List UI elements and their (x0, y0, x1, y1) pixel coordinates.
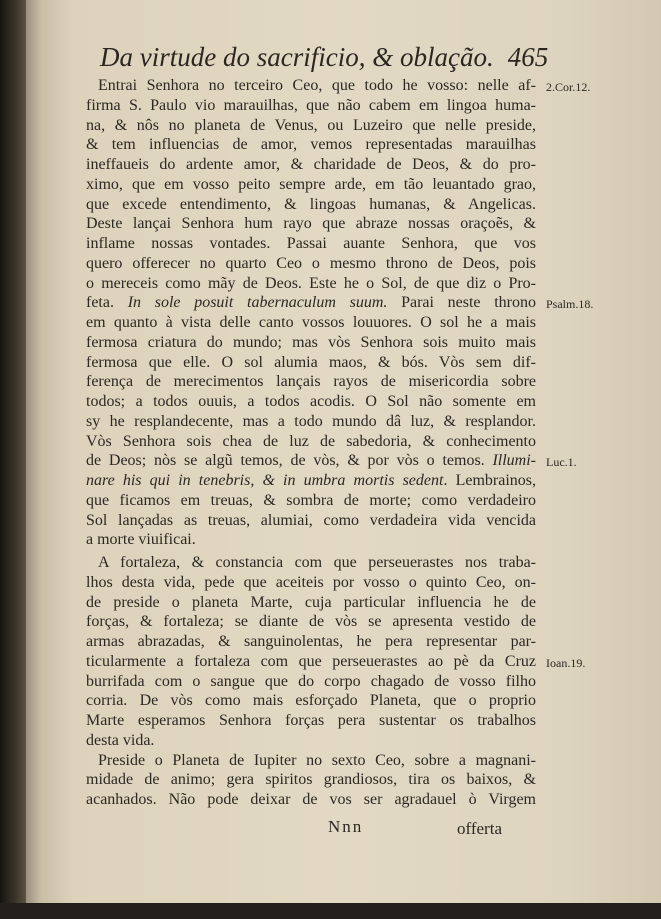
text-line (86, 731, 536, 750)
text-segment: ineffaueis do ardente amor, & charidade de Deos, & do pro- (86, 156, 536, 173)
text-segment: Sol lançadas as treuas, alumiai, como verdadeira vida vencida (86, 511, 536, 529)
text-segment: fermosa criatura do mundo; mas vòs Senhora sois muito mais (86, 333, 536, 351)
text-segment: desta vida. (86, 731, 155, 749)
text-segment: ticularmente a fortaleza com que perseuerastes ao pè da Cruz (86, 652, 536, 670)
text-line (86, 632, 536, 651)
text-line (86, 353, 536, 372)
signature-mark: Nnn (328, 817, 364, 836)
text-line (86, 790, 536, 809)
text-line (86, 234, 536, 253)
text-segment: de Deos; nòs se algũ temos, de vòs, & por vòs o temos. (86, 452, 493, 470)
latin-quote: nare his qui in tenebris, & in umbra mortis sedent (86, 472, 444, 489)
text-segment: que ficamos em treuas, & sombra de morte; como verdadeiro (86, 491, 536, 509)
text-segment: ximo, que em vosso peito sempre arde, em tão leuantado grao, (86, 175, 536, 193)
text-line (86, 175, 536, 194)
text-line (86, 691, 536, 710)
text-line (86, 652, 536, 671)
text-line (86, 451, 536, 470)
text-segment: . Lembrainos, (443, 472, 537, 489)
text-line (86, 672, 536, 691)
text-segment: Entrai Senhora no terceiro Ceo, que todo he vosso: nelle af- (98, 77, 536, 94)
text-segment: Marte esperamos Senhora forças pera sustentar os trabalhos (86, 712, 536, 729)
text-line (86, 511, 536, 530)
text-segment: Vòs Senhora sois chea de luz de sabedoria, & conhecimento (86, 432, 536, 450)
text-line (86, 293, 536, 312)
text-line (86, 711, 536, 730)
text-segment: ferença de merecimentos lançais rayos de misericordia sobre (86, 373, 536, 391)
text-line (86, 471, 536, 490)
text-segment: que excede entendimento, & lingoas humanas, & Angelicas. (86, 195, 536, 213)
text-line (86, 593, 536, 612)
text-segment: Parai neste throno (387, 294, 537, 312)
text-segment: inflame nossas vontades. Passai auante Senhora, que vos (86, 235, 536, 252)
page-number: 465 (507, 42, 549, 72)
text-line (86, 412, 536, 431)
text-line (86, 333, 536, 352)
text-line (86, 770, 536, 789)
text-segment: lhos desta vida, pede que aceiteis por vosso o quinto Ceo, on- (86, 573, 536, 591)
margin-note: Luc.1. (546, 455, 577, 470)
latin-quote: In sole posuit tabernaculum suum. (127, 294, 388, 312)
text-segment: o mereceis como mãy de Deos. Este he o Sol, de que diz o Pro- (86, 274, 536, 292)
text-line (86, 214, 536, 233)
running-header-row (100, 42, 548, 73)
text-line (86, 553, 536, 572)
text-segment: Deste lançai Senhora hum rayo que abraze nossas oraçoẽs, & (86, 215, 536, 233)
text-line (86, 135, 536, 154)
page-bottom-edge (0, 903, 661, 919)
text-segment: burrifada com o sangue que do corpo chagado de vosso filho (86, 672, 536, 690)
text-line (86, 195, 536, 214)
margin-note: Ioan.19. (546, 655, 586, 670)
text-segment: todos; a todos ouuis, a todos acodis. O Sol não somente em (86, 393, 536, 410)
text-line (86, 751, 536, 770)
catchword: offerta (457, 819, 502, 838)
text-line (86, 392, 536, 411)
text-segment: firma S. Paulo vio marauilhas, que não cabem em lingoa huma- (86, 96, 536, 114)
text-line (86, 274, 536, 293)
book-spine (0, 0, 26, 919)
text-segment: a morte viuificai. (86, 531, 196, 549)
text-segment: quero offerecer no quarto Ceo o mesmo throno de Deos, pois (86, 254, 536, 272)
text-segment: acanhados. Não pode deixar de vos ser agradauel ò Virgem (86, 791, 536, 808)
text-segment: sy he resplandecente, mas a todo mundo dâ luz, & resplandor. (86, 412, 536, 430)
text-line (86, 96, 536, 115)
text-line (86, 116, 536, 135)
text-segment: forças, & fortaleza; se diante de vòs se apresenta vestido de (86, 613, 536, 631)
text-segment: A fortaleza, & constancia com que perseuerastes nos traba- (98, 554, 536, 571)
latin-quote: Illumi- (492, 452, 536, 470)
text-line (86, 155, 536, 174)
text-line (86, 530, 536, 549)
running-header: Da virtude do sacrificio, & oblação. (100, 42, 494, 72)
text-line (86, 432, 536, 451)
text-line (86, 76, 536, 95)
text-line (86, 573, 536, 592)
margin-note: Psalm.18. (546, 297, 594, 312)
text-line (86, 612, 536, 631)
margin-note: 2.Cor.12. (546, 80, 591, 94)
text-segment: armas abrazadas, & sanguinolentas, he pera representar par- (86, 633, 536, 650)
text-line (86, 491, 536, 510)
text-segment: de preside o planeta Marte, cuja particular influencia he de (86, 593, 536, 611)
text-segment: na, & nôs no planeta de Venus, ou Luzeiro que nelle preside, (86, 116, 536, 134)
text-segment: & tem influencias de amor, vemos representadas marauilhas (86, 136, 536, 154)
text-segment: Preside o Planeta de Iupiter no sexto Ceo, sobre a magnani- (98, 751, 536, 769)
text-line (86, 313, 536, 332)
text-segment: feta. (86, 294, 128, 312)
text-segment: fermosa que elle. O sol alumia maos, & bós. Vòs sem dif- (86, 353, 536, 371)
text-line (86, 372, 536, 391)
text-segment: em quanto à vista delle canto vossos louuores. O sol he a mais (86, 314, 536, 331)
text-segment: midade de animo; gera spiritos grandiosos, tira os baixos, & (86, 771, 536, 789)
text-line (86, 254, 536, 273)
text-segment: corria. De vòs como mais esforçado Planeta, que o proprio (86, 692, 536, 710)
